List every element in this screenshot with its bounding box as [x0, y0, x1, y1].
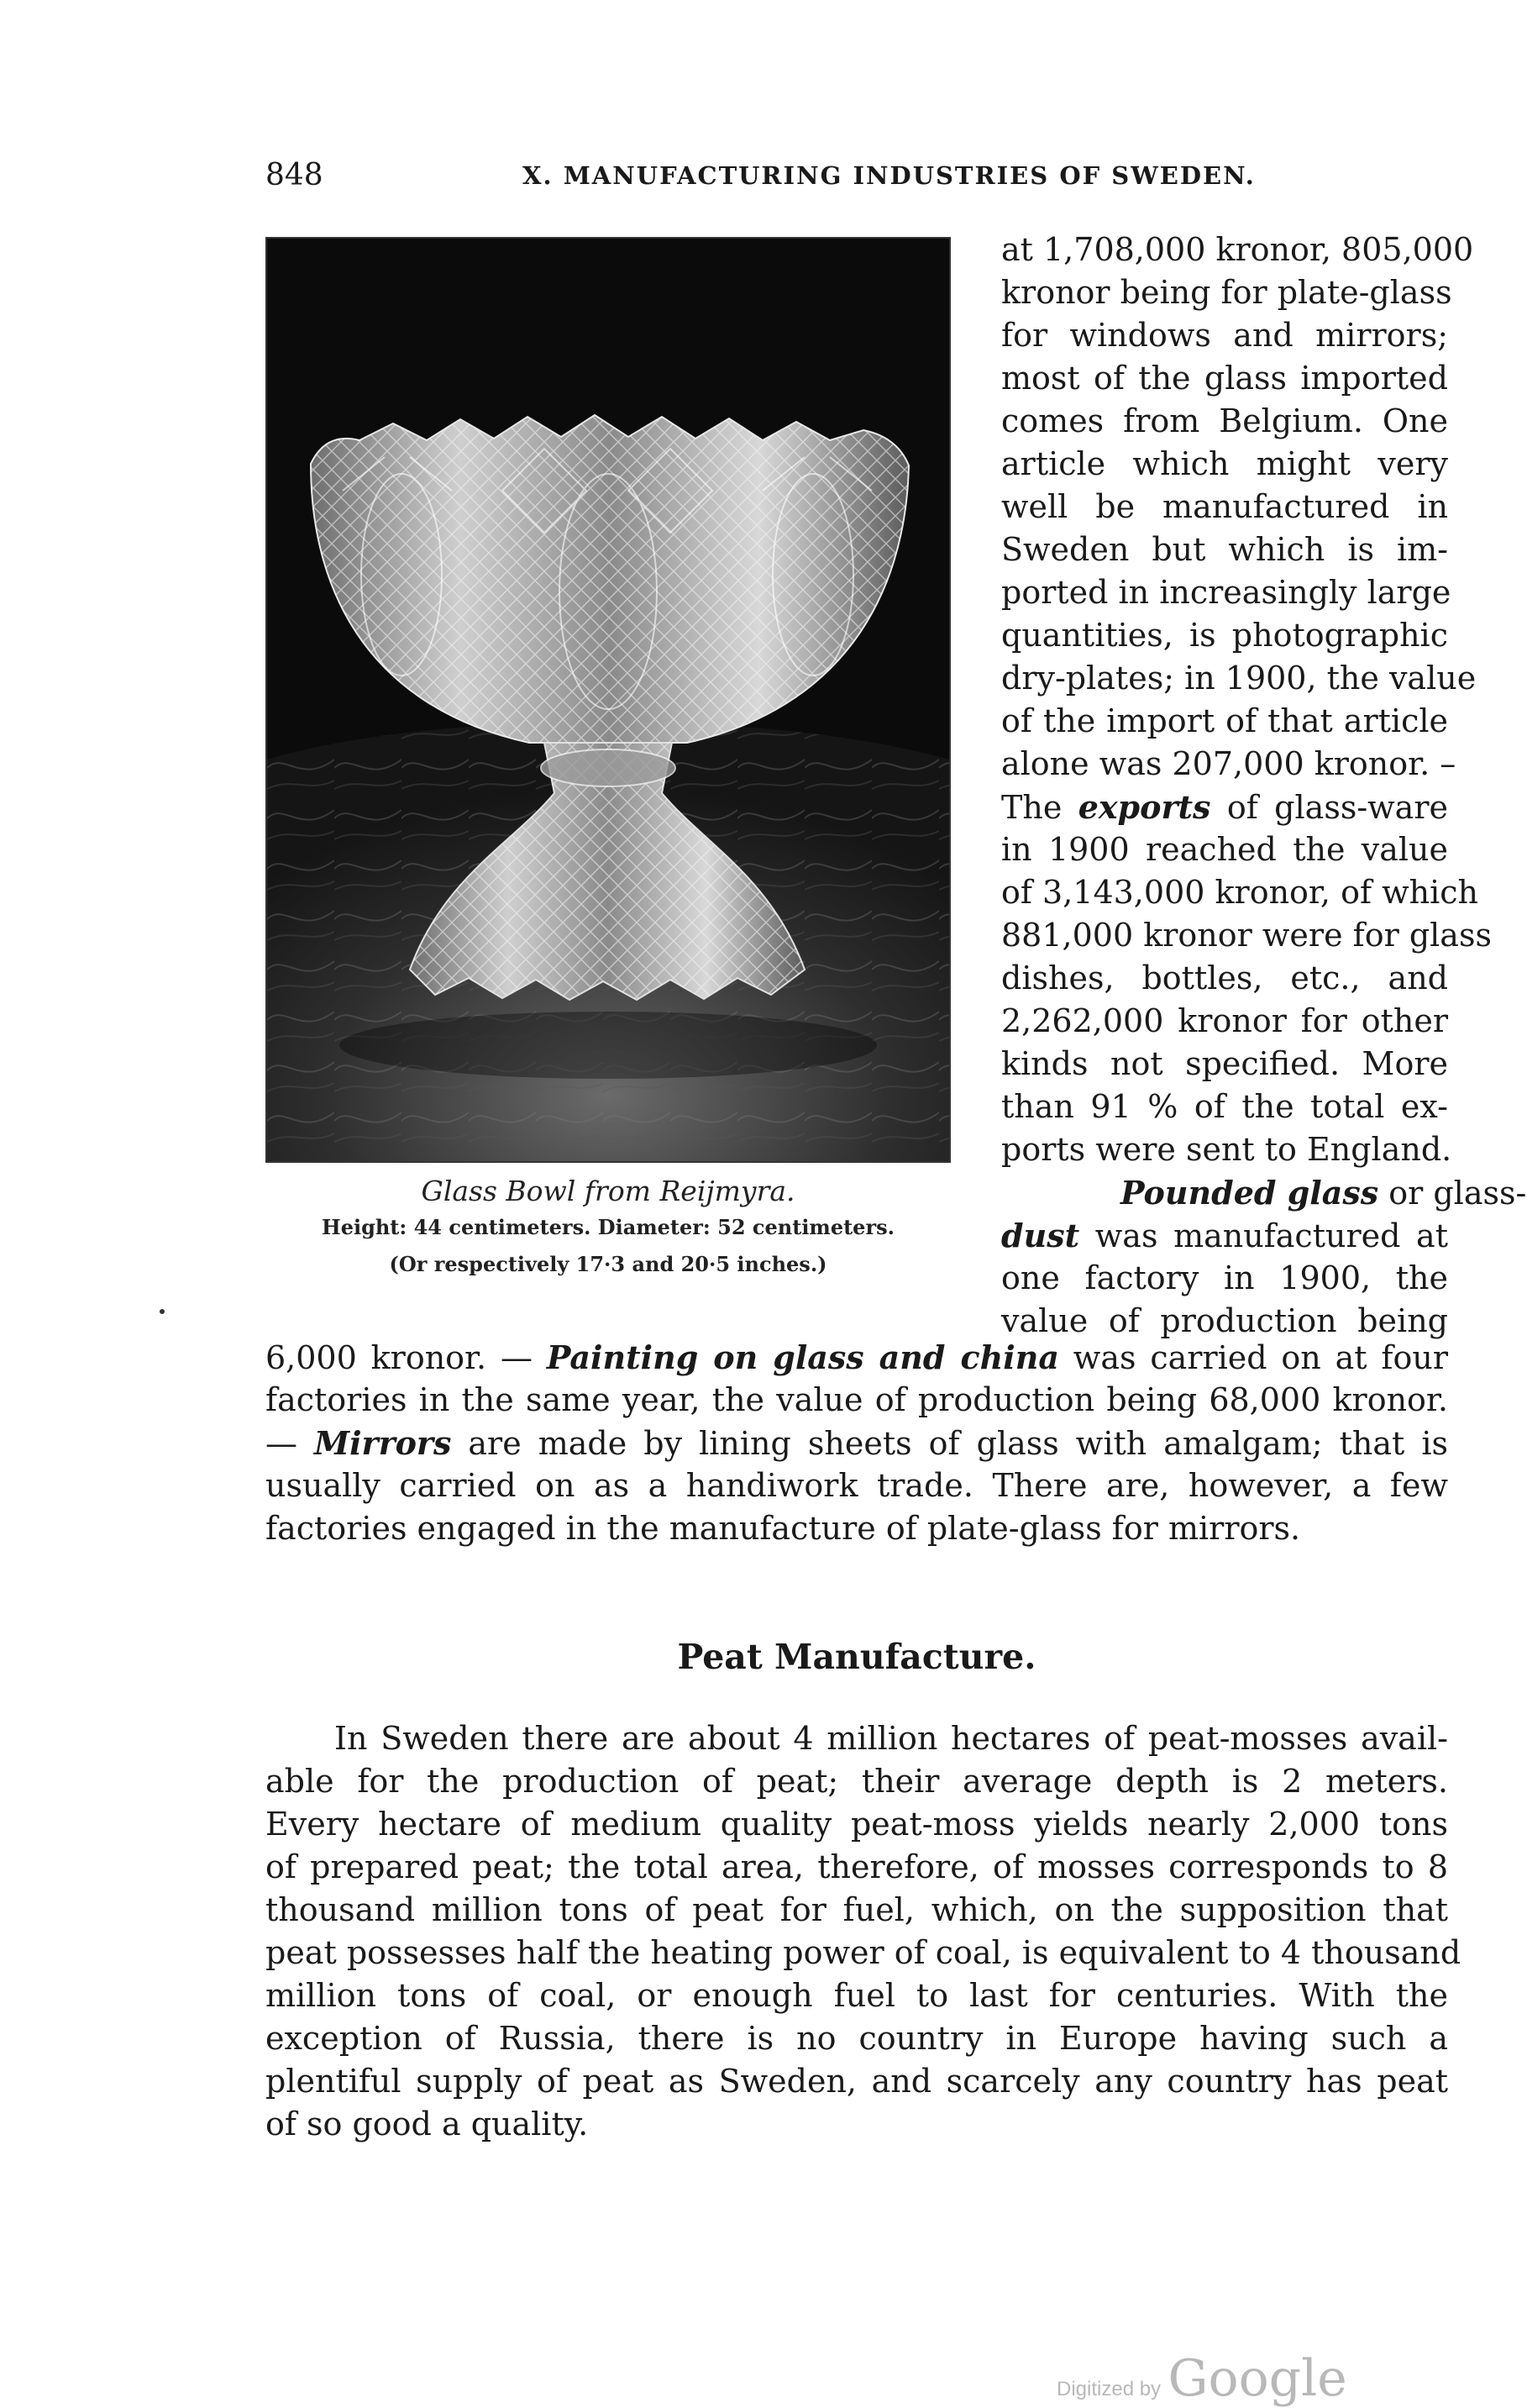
text-line: dust was manufactured at — [1001, 1217, 1448, 1254]
text-line: 2,262,000 kronor for other — [1001, 1002, 1448, 1039]
emphasis-exports: exports — [1078, 788, 1211, 826]
page-number: 848 — [265, 158, 323, 192]
text-line: one factory in 1900, the — [1001, 1259, 1448, 1296]
text-line: of the import of that article — [1001, 702, 1448, 739]
text-line: value of production being — [1001, 1302, 1448, 1339]
text-line: dishes, bottles, etc., and — [1001, 960, 1448, 996]
text-line: of prepared peat; the total area, therefore, of mosses corresponds to 8 — [265, 1848, 1448, 1885]
running-head — [265, 158, 1441, 200]
text-line: The exports of glass-ware — [1001, 788, 1448, 826]
text-line: dry-plates; in 1900, the value — [1001, 660, 1477, 697]
text-line: of so good a quality. — [265, 2106, 589, 2142]
figure-caption-dimensions: Height: 44 centimeters. Diameter: 52 centimeters. — [322, 1215, 895, 1239]
text-line: ports were sent to England. — [1001, 1131, 1452, 1168]
text-line: In Sweden there are about 4 million hectares of peat-mosses avail- — [334, 1720, 1448, 1757]
peat-paragraph — [265, 1717, 1461, 2146]
text-line: most of the glass imported — [1001, 360, 1448, 397]
text-line: factories in the same year, the value of production being 68,000 kronor. — [265, 1381, 1448, 1418]
text-line: exception of Russia, there is no country in Europe having such a — [265, 2020, 1448, 2057]
text-line: thousand million tons of peat for fuel, which, on the supposition that — [265, 1891, 1448, 1928]
text-line: in 1900 reached the value — [1001, 831, 1448, 868]
text-line: 881,000 kronor were for glass — [1001, 917, 1492, 954]
text-line: factories engaged in the manufacture of plate-glass for mirrors. — [265, 1510, 1301, 1547]
watermark-prefix: Digitized by — [1057, 2378, 1162, 2400]
text-line: kinds not specified. More — [1001, 1045, 1448, 1082]
text-line: quantities, is photographic — [1001, 617, 1448, 654]
section-heading: Peat Manufacture. — [677, 1637, 1036, 1677]
text-line: Pounded glass or glass- — [1120, 1174, 1527, 1212]
text-line: Sweden but which is im- — [1001, 531, 1448, 568]
text-line: usually carried on as a handiwork trade. There are, however, a few — [265, 1467, 1448, 1504]
text-line: peat possesses half the heating power of coal, is equivalent to 4 thousand — [265, 1934, 1461, 1971]
paragraph-continuation — [265, 1336, 1448, 1550]
text-line: comes from Belgium. One — [1001, 402, 1448, 439]
text-line: alone was 207,000 kronor. – — [1001, 745, 1456, 782]
emphasis-dust: dust — [1001, 1217, 1080, 1254]
text-line: — Mirrors are made by lining sheets of glass with amalgam; that is — [265, 1424, 1448, 1462]
text-line: well be manufactured in — [1001, 488, 1448, 525]
wrapped-text-column — [1001, 229, 1527, 1343]
text-line: able for the production of peat; their average depth is 2 meters. — [265, 1763, 1448, 1800]
text-line: Every hectare of medium quality peat-moss yields nearly 2,000 tons — [265, 1806, 1448, 1843]
text-line: at 1,708,000 kronor, 805,000 — [1001, 231, 1474, 268]
emphasis-mirrors: Mirrors — [314, 1424, 452, 1462]
text-line: article which might very — [1001, 445, 1448, 482]
emphasis-pounded-glass: Pounded glass — [1120, 1174, 1379, 1212]
text-line: ported in increasingly large — [1001, 574, 1451, 611]
emphasis-painting: Painting on glass and china — [546, 1338, 1059, 1376]
text-line: plentiful supply of peat as Sweden, and scarcely any country has peat — [265, 2063, 1448, 2100]
running-title: X. MANUFACTURING INDUSTRIES OF SWEDEN. — [522, 161, 1256, 190]
google-logo: Google — [1168, 2349, 1347, 2408]
text-line: for windows and mirrors; — [1001, 317, 1448, 354]
digitized-by-google-watermark — [1057, 2349, 1347, 2408]
glass-bowl-photo — [265, 237, 951, 1163]
text-line: million tons of coal, or enough fuel to last for centuries. With the — [265, 1977, 1448, 2014]
margin-dot — [160, 1309, 165, 1314]
figure-caption-conversion: (Or respectively 17·3 and 20·5 inches.) — [389, 1252, 827, 1276]
figure-caption-title: Glass Bowl from Reijmyra. — [421, 1175, 795, 1207]
text-line: of 3,143,000 kronor, of which — [1001, 874, 1478, 911]
text-line: kronor being for plate-glass — [1001, 274, 1452, 311]
text-line: 6,000 kronor. — Painting on glass and china was carried on at four — [265, 1338, 1448, 1376]
text-line: than 91 % of the total ex- — [1001, 1088, 1448, 1125]
